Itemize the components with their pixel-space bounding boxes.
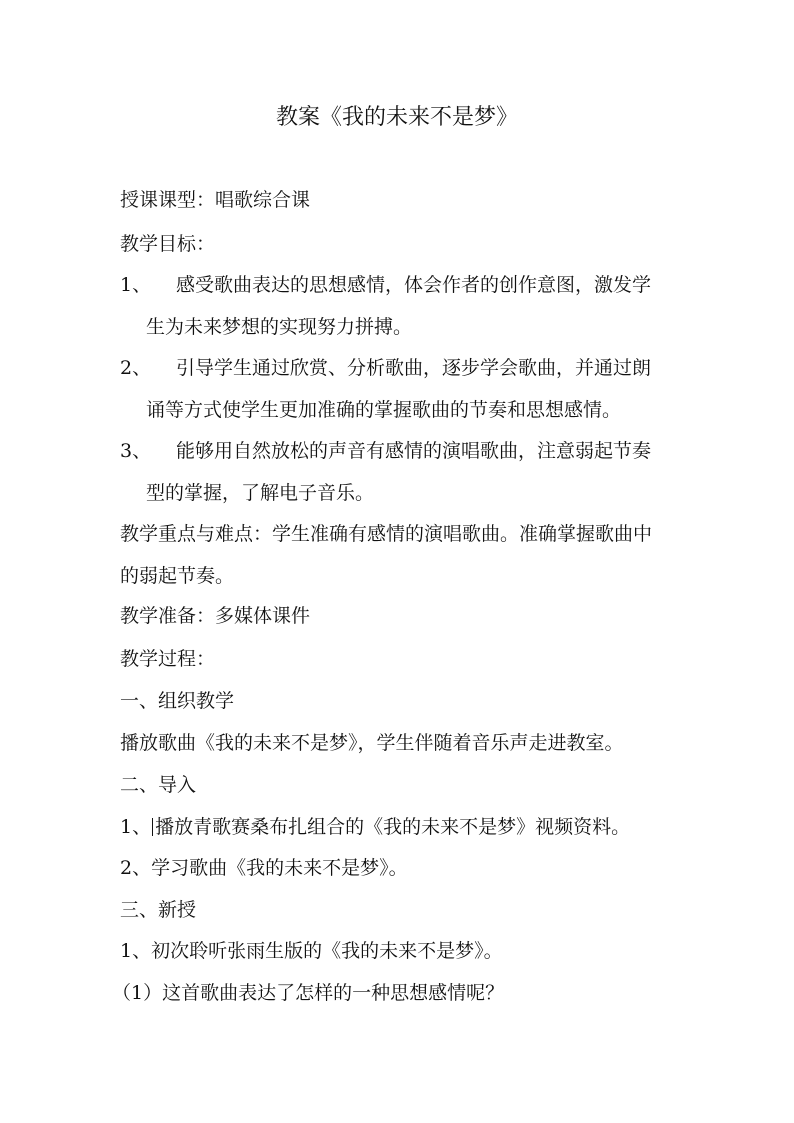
objective-1-number: 1、 <box>120 274 152 296</box>
objective-2-number: 2、 <box>120 357 152 379</box>
section-3-item-1: 1、初次聆听张雨生版的《我的未来不是梦》。 <box>120 940 503 962</box>
section-3-question-1: （1）这首歌曲表达了怎样的一种思想感情呢？ <box>112 982 505 1004</box>
objective-3-number: 3、 <box>120 440 152 462</box>
document-title: 教案《我的未来不是梦》 <box>275 105 518 130</box>
objective-2-line-1 <box>120 353 680 383</box>
section-2-item-1-text: 播放青歌赛桑布扎组合的《我的未来不是梦》视频资料。 <box>155 816 631 838</box>
text-cursor <box>152 818 153 836</box>
objective-2-line-2: 诵等方式使学生更加准确的掌握歌曲的节奏和思想感情。 <box>146 399 622 421</box>
objective-1-line-2: 生为未来梦想的实现努力拼搏。 <box>146 316 413 338</box>
section-2-item-2: 2、学习歌曲《我的未来不是梦》。 <box>120 857 408 879</box>
course-type-line: 授课课型：唱歌综合课 <box>120 189 311 211</box>
process-heading: 教学过程： <box>120 648 216 670</box>
objective-3-line-2: 型的掌握，了解电子音乐。 <box>146 482 375 504</box>
key-points-line-2: 的弱起节奏。 <box>120 565 235 587</box>
objective-2-text-a: 引导学生通过欣赏、分析歌曲，逐步学会歌曲，并通过朗 <box>176 357 652 379</box>
objectives-heading: 教学目标： <box>120 233 216 255</box>
objective-1-text-a: 感受歌曲表达的思想感情，体会作者的创作意图，激发学 <box>176 274 652 296</box>
section-2-item-1-number: 1、 <box>120 816 152 838</box>
section-2-item-1 <box>120 812 680 842</box>
section-1-text: 播放歌曲《我的未来不是梦》，学生伴随着音乐声走进教室。 <box>120 732 624 754</box>
objective-3-line-1 <box>120 436 680 466</box>
preparation-line: 教学准备：多媒体课件 <box>120 605 311 627</box>
objective-1-line-1 <box>120 270 680 300</box>
section-3-heading: 三、新授 <box>120 899 197 921</box>
objective-3-text-a: 能够用自然放松的声音有感情的演唱歌曲，注意弱起节奏 <box>176 440 652 462</box>
key-points-line-1: 教学重点与难点：学生准确有感情的演唱歌曲。准确掌握歌曲中 <box>120 523 653 545</box>
section-2-heading: 二、导入 <box>120 774 197 796</box>
section-1-heading: 一、组织教学 <box>120 690 235 712</box>
